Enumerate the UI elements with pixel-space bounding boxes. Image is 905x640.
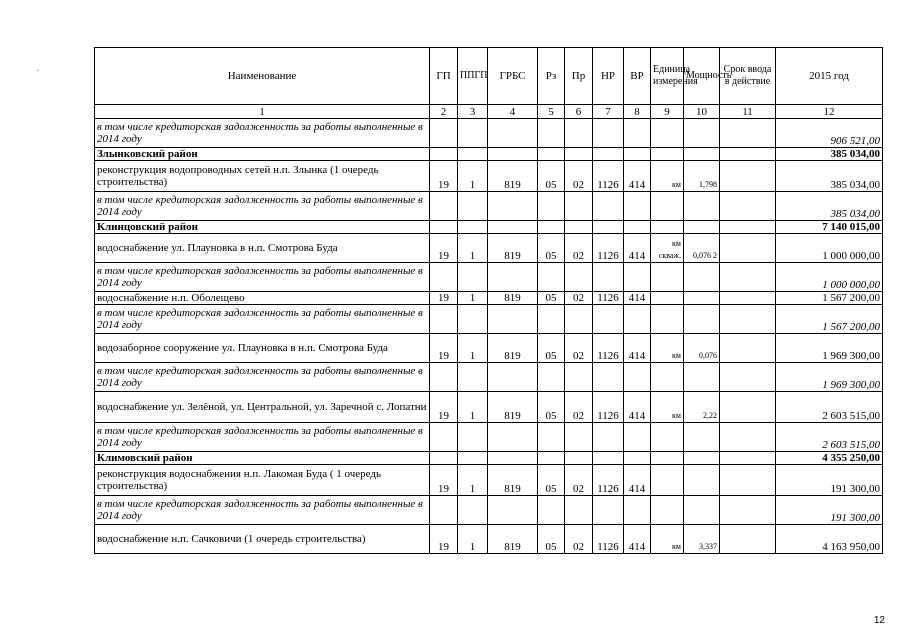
- nr-cell: 1126: [593, 334, 624, 363]
- amount-cell: 385 034,00: [776, 161, 883, 192]
- vr-cell: 414: [624, 334, 651, 363]
- vr-cell: [624, 221, 651, 234]
- row-name: водоснабжение ул. Плауновка в н.п. Смотрова Буда: [95, 234, 430, 263]
- ppgp-cell: [458, 192, 488, 221]
- debt-row: [95, 496, 883, 525]
- capacity-cell: [684, 292, 720, 305]
- header-pr: Пр: [565, 48, 593, 105]
- grbs-cell: 819: [488, 334, 538, 363]
- capacity-cell: [684, 465, 720, 496]
- nr-cell: [593, 363, 624, 392]
- row-name: Климовский район: [95, 452, 430, 465]
- amount-cell: 385 034,00: [776, 192, 883, 221]
- amount-cell: 1 000 000,00: [776, 234, 883, 263]
- rz-cell: 05: [538, 234, 565, 263]
- row-name: реконструкция водоснабжения н.п. Лакомая Буда ( 1 очередь строительства): [95, 465, 430, 496]
- ppgp-cell: [458, 423, 488, 452]
- term-cell: [720, 496, 776, 525]
- gp-cell: 19: [430, 465, 458, 496]
- header-rz: Рз: [538, 48, 565, 105]
- rz-cell: [538, 192, 565, 221]
- row-name: в том числе кредиторская задолженность за работы выполненные в 2014 году: [95, 496, 430, 525]
- grbs-cell: 819: [488, 292, 538, 305]
- table-body: [95, 119, 883, 554]
- ppgp-cell: [458, 496, 488, 525]
- unit-cell: [651, 192, 684, 221]
- vr-cell: [624, 192, 651, 221]
- capacity-cell: 0,076: [684, 334, 720, 363]
- nr-cell: 1126: [593, 292, 624, 305]
- gp-cell: 19: [430, 234, 458, 263]
- pr-cell: [565, 192, 593, 221]
- rz-cell: [538, 263, 565, 292]
- unit-cell: [651, 363, 684, 392]
- term-cell: [720, 452, 776, 465]
- nr-cell: [593, 119, 624, 148]
- rz-cell: [538, 221, 565, 234]
- nr-cell: [593, 496, 624, 525]
- term-cell: [720, 334, 776, 363]
- table-row: [95, 525, 883, 554]
- term-cell: [720, 465, 776, 496]
- term-cell: [720, 234, 776, 263]
- term-cell: [720, 423, 776, 452]
- grbs-cell: 819: [488, 525, 538, 554]
- rz-cell: [538, 119, 565, 148]
- district-row: [95, 452, 883, 465]
- amount-cell: 4 163 950,00: [776, 525, 883, 554]
- debt-row: [95, 423, 883, 452]
- grbs-cell: [488, 496, 538, 525]
- vr-cell: 414: [624, 161, 651, 192]
- table-row: [95, 465, 883, 496]
- ppgp-cell: [458, 148, 488, 161]
- column-number: 7: [593, 105, 624, 119]
- ppgp-cell: [458, 452, 488, 465]
- debt-row: [95, 192, 883, 221]
- gp-cell: [430, 119, 458, 148]
- debt-row: [95, 119, 883, 148]
- rz-cell: [538, 305, 565, 334]
- column-number: 9: [651, 105, 684, 119]
- header-row: [95, 48, 883, 105]
- vr-cell: [624, 452, 651, 465]
- capacity-cell: [684, 496, 720, 525]
- rz-cell: 05: [538, 465, 565, 496]
- pr-cell: 02: [565, 465, 593, 496]
- ppgp-cell: 1: [458, 334, 488, 363]
- column-number: 1: [95, 105, 430, 119]
- amount-cell: 1 969 300,00: [776, 334, 883, 363]
- unit-cell: км: [651, 161, 684, 192]
- row-name: реконструкция водопроводных сетей н.п. Злынка (1 очередь строительства): [95, 161, 430, 192]
- ppgp-cell: 1: [458, 525, 488, 554]
- nr-cell: 1126: [593, 161, 624, 192]
- nr-cell: [593, 192, 624, 221]
- amount-cell: 1 567 200,00: [776, 292, 883, 305]
- column-number: 5: [538, 105, 565, 119]
- term-cell: [720, 192, 776, 221]
- ppgp-cell: 1: [458, 392, 488, 423]
- nr-cell: 1126: [593, 525, 624, 554]
- pr-cell: [565, 148, 593, 161]
- term-cell: [720, 525, 776, 554]
- pr-cell: 02: [565, 334, 593, 363]
- header-year: 2015 год: [776, 48, 883, 105]
- grbs-cell: [488, 192, 538, 221]
- capacity-cell: [684, 363, 720, 392]
- header-unit: Единица измерения: [651, 48, 684, 105]
- header-vr: ВР: [624, 48, 651, 105]
- amount-cell: 2 603 515,00: [776, 392, 883, 423]
- capacity-cell: [684, 423, 720, 452]
- header-grbs: ГРБС: [488, 48, 538, 105]
- page-number: 12: [873, 615, 885, 626]
- rz-cell: 05: [538, 392, 565, 423]
- ppgp-cell: [458, 363, 488, 392]
- term-cell: [720, 221, 776, 234]
- term-cell: [720, 292, 776, 305]
- capacity-cell: [684, 221, 720, 234]
- capacity-cell: [684, 305, 720, 334]
- unit-cell: [651, 452, 684, 465]
- amount-cell: 1 567 200,00: [776, 305, 883, 334]
- vr-cell: [624, 148, 651, 161]
- column-number-row: [95, 105, 883, 119]
- capacity-cell: 1,798: [684, 161, 720, 192]
- pr-cell: 02: [565, 234, 593, 263]
- unit-cell: [651, 119, 684, 148]
- debt-row: [95, 363, 883, 392]
- ppgp-cell: 1: [458, 161, 488, 192]
- gp-cell: [430, 423, 458, 452]
- capacity-cell: 0,076 2: [684, 234, 720, 263]
- district-row: [95, 148, 883, 161]
- unit-cell: км: [651, 392, 684, 423]
- capacity-cell: [684, 452, 720, 465]
- amount-cell: 191 300,00: [776, 496, 883, 525]
- amount-cell: 1 000 000,00: [776, 263, 883, 292]
- rz-cell: 05: [538, 161, 565, 192]
- nr-cell: [593, 263, 624, 292]
- district-row: [95, 221, 883, 234]
- grbs-cell: [488, 452, 538, 465]
- pr-cell: [565, 452, 593, 465]
- ppgp-cell: [458, 221, 488, 234]
- header-term: Срок ввода в действие: [720, 48, 776, 105]
- row-name: водоснабжение н.п. Сачковичи (1 очередь строительства): [95, 525, 430, 554]
- column-number: 11: [720, 105, 776, 119]
- vr-cell: [624, 119, 651, 148]
- row-name: Злынковский район: [95, 148, 430, 161]
- nr-cell: 1126: [593, 392, 624, 423]
- term-cell: [720, 161, 776, 192]
- gp-cell: [430, 192, 458, 221]
- margin-mark: ·: [36, 66, 40, 77]
- rz-cell: [538, 148, 565, 161]
- grbs-cell: [488, 423, 538, 452]
- unit-cell: [651, 148, 684, 161]
- pr-cell: 02: [565, 525, 593, 554]
- grbs-cell: 819: [488, 392, 538, 423]
- vr-cell: [624, 496, 651, 525]
- column-number: 6: [565, 105, 593, 119]
- rz-cell: 05: [538, 334, 565, 363]
- rz-cell: 05: [538, 292, 565, 305]
- rz-cell: 05: [538, 525, 565, 554]
- pr-cell: 02: [565, 292, 593, 305]
- column-number: 3: [458, 105, 488, 119]
- grbs-cell: [488, 148, 538, 161]
- vr-cell: 414: [624, 292, 651, 305]
- pr-cell: [565, 496, 593, 525]
- grbs-cell: 819: [488, 234, 538, 263]
- gp-cell: [430, 305, 458, 334]
- gp-cell: [430, 452, 458, 465]
- pr-cell: [565, 423, 593, 452]
- unit-cell: км: [651, 334, 684, 363]
- row-name: в том числе кредиторская задолженность за работы выполненные в 2014 году: [95, 119, 430, 148]
- rz-cell: [538, 496, 565, 525]
- pr-cell: [565, 363, 593, 392]
- gp-cell: [430, 363, 458, 392]
- amount-cell: 1 969 300,00: [776, 363, 883, 392]
- capacity-cell: [684, 119, 720, 148]
- row-name: Клинцовский район: [95, 221, 430, 234]
- amount-cell: 2 603 515,00: [776, 423, 883, 452]
- pr-cell: [565, 305, 593, 334]
- term-cell: [720, 148, 776, 161]
- column-number: 4: [488, 105, 538, 119]
- header-capacity: Мощность: [684, 48, 720, 105]
- capacity-cell: 3,337: [684, 525, 720, 554]
- rz-cell: [538, 452, 565, 465]
- row-name: в том числе кредиторская задолженность за работы выполненные в 2014 году: [95, 363, 430, 392]
- row-name: в том числе кредиторская задолженность за работы выполненные в 2014 году: [95, 192, 430, 221]
- pr-cell: 02: [565, 161, 593, 192]
- unit-cell: [651, 496, 684, 525]
- amount-cell: 7 140 015,00: [776, 221, 883, 234]
- unit-cell: [651, 221, 684, 234]
- gp-cell: 19: [430, 525, 458, 554]
- amount-cell: 191 300,00: [776, 465, 883, 496]
- grbs-cell: [488, 221, 538, 234]
- vr-cell: 414: [624, 392, 651, 423]
- ppgp-cell: 1: [458, 234, 488, 263]
- debt-row: [95, 263, 883, 292]
- grbs-cell: 819: [488, 465, 538, 496]
- term-cell: [720, 119, 776, 148]
- nr-cell: [593, 305, 624, 334]
- capacity-cell: [684, 148, 720, 161]
- gp-cell: [430, 148, 458, 161]
- unit-cell: [651, 423, 684, 452]
- amount-cell: 906 521,00: [776, 119, 883, 148]
- nr-cell: 1126: [593, 234, 624, 263]
- header-nr: НР: [593, 48, 624, 105]
- ppgp-cell: 1: [458, 465, 488, 496]
- term-cell: [720, 263, 776, 292]
- table-row: [95, 161, 883, 192]
- pr-cell: [565, 263, 593, 292]
- nr-cell: [593, 452, 624, 465]
- gp-cell: [430, 221, 458, 234]
- vr-cell: [624, 263, 651, 292]
- capacity-cell: [684, 263, 720, 292]
- gp-cell: [430, 263, 458, 292]
- budget-table: [94, 47, 883, 554]
- row-name: в том числе кредиторская задолженность за работы выполненные в 2014 году: [95, 263, 430, 292]
- grbs-cell: 819: [488, 161, 538, 192]
- gp-cell: 19: [430, 161, 458, 192]
- row-name: водоснабжение н.п. Оболещево: [95, 292, 430, 305]
- table-row: [95, 334, 883, 363]
- row-name: в том числе кредиторская задолженность за работы выполненные в 2014 году: [95, 305, 430, 334]
- amount-cell: 4 355 250,00: [776, 452, 883, 465]
- row-name: водозаборное сооружение ул. Плауновка в н.п. Смотрова Буда: [95, 334, 430, 363]
- nr-cell: 1126: [593, 465, 624, 496]
- column-number: 2: [430, 105, 458, 119]
- gp-cell: 19: [430, 292, 458, 305]
- vr-cell: 414: [624, 234, 651, 263]
- row-name: водоснабжение ул. Зелёной, ул. Центральной, ул. Заречной с. Лопатни: [95, 392, 430, 423]
- unit-cell: [651, 465, 684, 496]
- row-name: в том числе кредиторская задолженность за работы выполненные в 2014 году: [95, 423, 430, 452]
- capacity-cell: [684, 192, 720, 221]
- table-row: [95, 234, 883, 263]
- unit-cell: км: [651, 525, 684, 554]
- unit-cell: [651, 263, 684, 292]
- grbs-cell: [488, 263, 538, 292]
- column-number: 12: [776, 105, 883, 119]
- header-name: Наименование: [95, 48, 430, 105]
- pr-cell: 02: [565, 392, 593, 423]
- vr-cell: [624, 363, 651, 392]
- nr-cell: [593, 148, 624, 161]
- gp-cell: [430, 496, 458, 525]
- amount-cell: 385 034,00: [776, 148, 883, 161]
- column-number: 8: [624, 105, 651, 119]
- term-cell: [720, 363, 776, 392]
- nr-cell: [593, 221, 624, 234]
- capacity-cell: 2,22: [684, 392, 720, 423]
- vr-cell: 414: [624, 465, 651, 496]
- rz-cell: [538, 363, 565, 392]
- unit-cell: км скваж.: [651, 234, 684, 263]
- rz-cell: [538, 423, 565, 452]
- table-row: [95, 392, 883, 423]
- vr-cell: [624, 305, 651, 334]
- grbs-cell: [488, 119, 538, 148]
- vr-cell: [624, 423, 651, 452]
- ppgp-cell: [458, 119, 488, 148]
- gp-cell: 19: [430, 334, 458, 363]
- grbs-cell: [488, 363, 538, 392]
- unit-cell: [651, 305, 684, 334]
- unit-cell: [651, 292, 684, 305]
- column-number: 10: [684, 105, 720, 119]
- header-gp: ГП: [430, 48, 458, 105]
- pr-cell: [565, 119, 593, 148]
- ppgp-cell: 1: [458, 292, 488, 305]
- gp-cell: 19: [430, 392, 458, 423]
- ppgp-cell: [458, 305, 488, 334]
- grbs-cell: [488, 305, 538, 334]
- ppgp-cell: [458, 263, 488, 292]
- term-cell: [720, 392, 776, 423]
- table-row: [95, 292, 883, 305]
- vr-cell: 414: [624, 525, 651, 554]
- header-ppgp: ППГП: [458, 48, 488, 105]
- pr-cell: [565, 221, 593, 234]
- debt-row: [95, 305, 883, 334]
- term-cell: [720, 305, 776, 334]
- nr-cell: [593, 423, 624, 452]
